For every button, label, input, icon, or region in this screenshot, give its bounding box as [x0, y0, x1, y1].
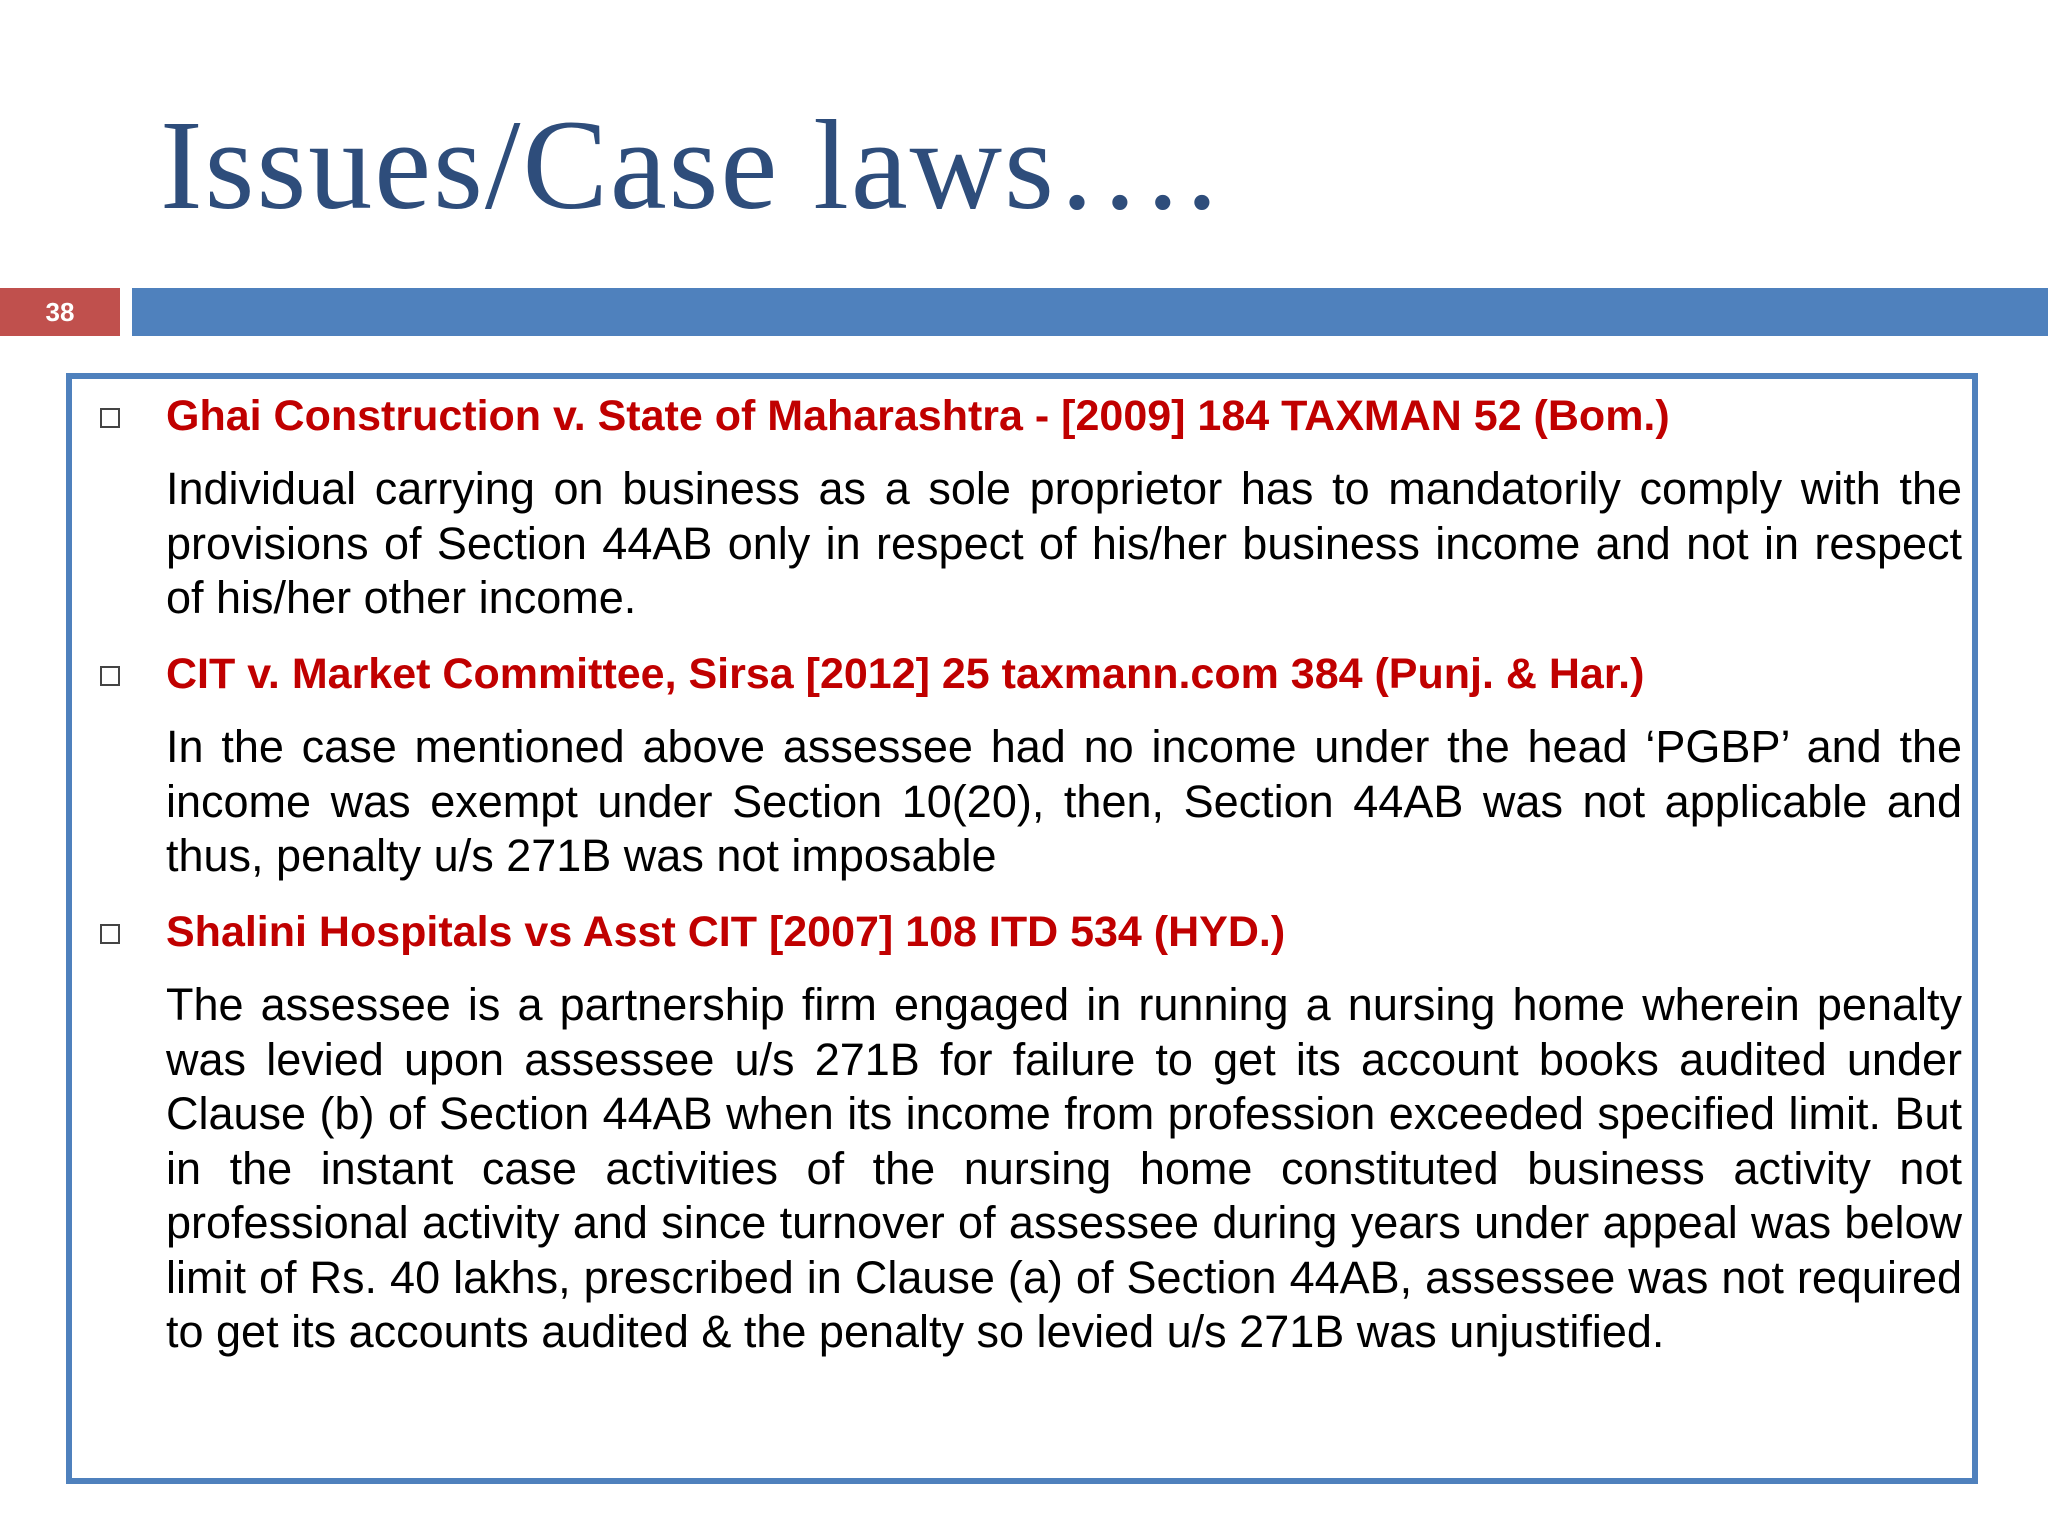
- case-title: Shalini Hospitals vs Asst CIT [2007] 108 ITD 534 (HYD.): [166, 908, 1286, 956]
- square-bullet-icon: [100, 666, 120, 686]
- page-number: 38: [0, 288, 120, 336]
- case-title: CIT v. Market Committee, Sirsa [2012] 25 taxmann.com 384 (Punj. & Har.): [166, 650, 1645, 698]
- case-laws-box: [66, 373, 1978, 1484]
- case-description: Individual carrying on business as a sole proprietor has to mandatorily comply with the provisions of Section 44AB only in respect of his/her business income and not in respect of his/her other income.: [166, 463, 1962, 623]
- case-title: Ghai Construction v. State of Maharashtra - [2009] 184 TAXMAN 52 (Bom.): [166, 392, 1670, 440]
- square-bullet-icon: [100, 924, 120, 944]
- case-description: The assessee is a partnership firm engaged in running a nursing home wherein penalty was levied upon assessee u/s 271B for failure to get its account books audited under Clause (b) of Section 44AB when its income from profession exceeded specified limit. But in the instant case activities of the nursing home constituted business activity not professional activity and since turnover of assessee during years under appeal was below limit of Rs. 40 lakhs, prescribed in Clause (a) of Section 44AB, assessee was not required to get its accounts audited & the penalty so levied u/s 271B was unjustified.: [166, 979, 1962, 1357]
- slide-title: Issues/Case laws….: [160, 94, 1220, 236]
- case-description: In the case mentioned above assessee had no income under the head ‘PGBP’ and the income was exempt under Section 10(20), then, Section 44AB was not applicable and thus, penalty u/s 271B was not imposable: [166, 721, 1962, 881]
- header-accent-bar: [132, 288, 2048, 336]
- square-bullet-icon: [100, 408, 120, 428]
